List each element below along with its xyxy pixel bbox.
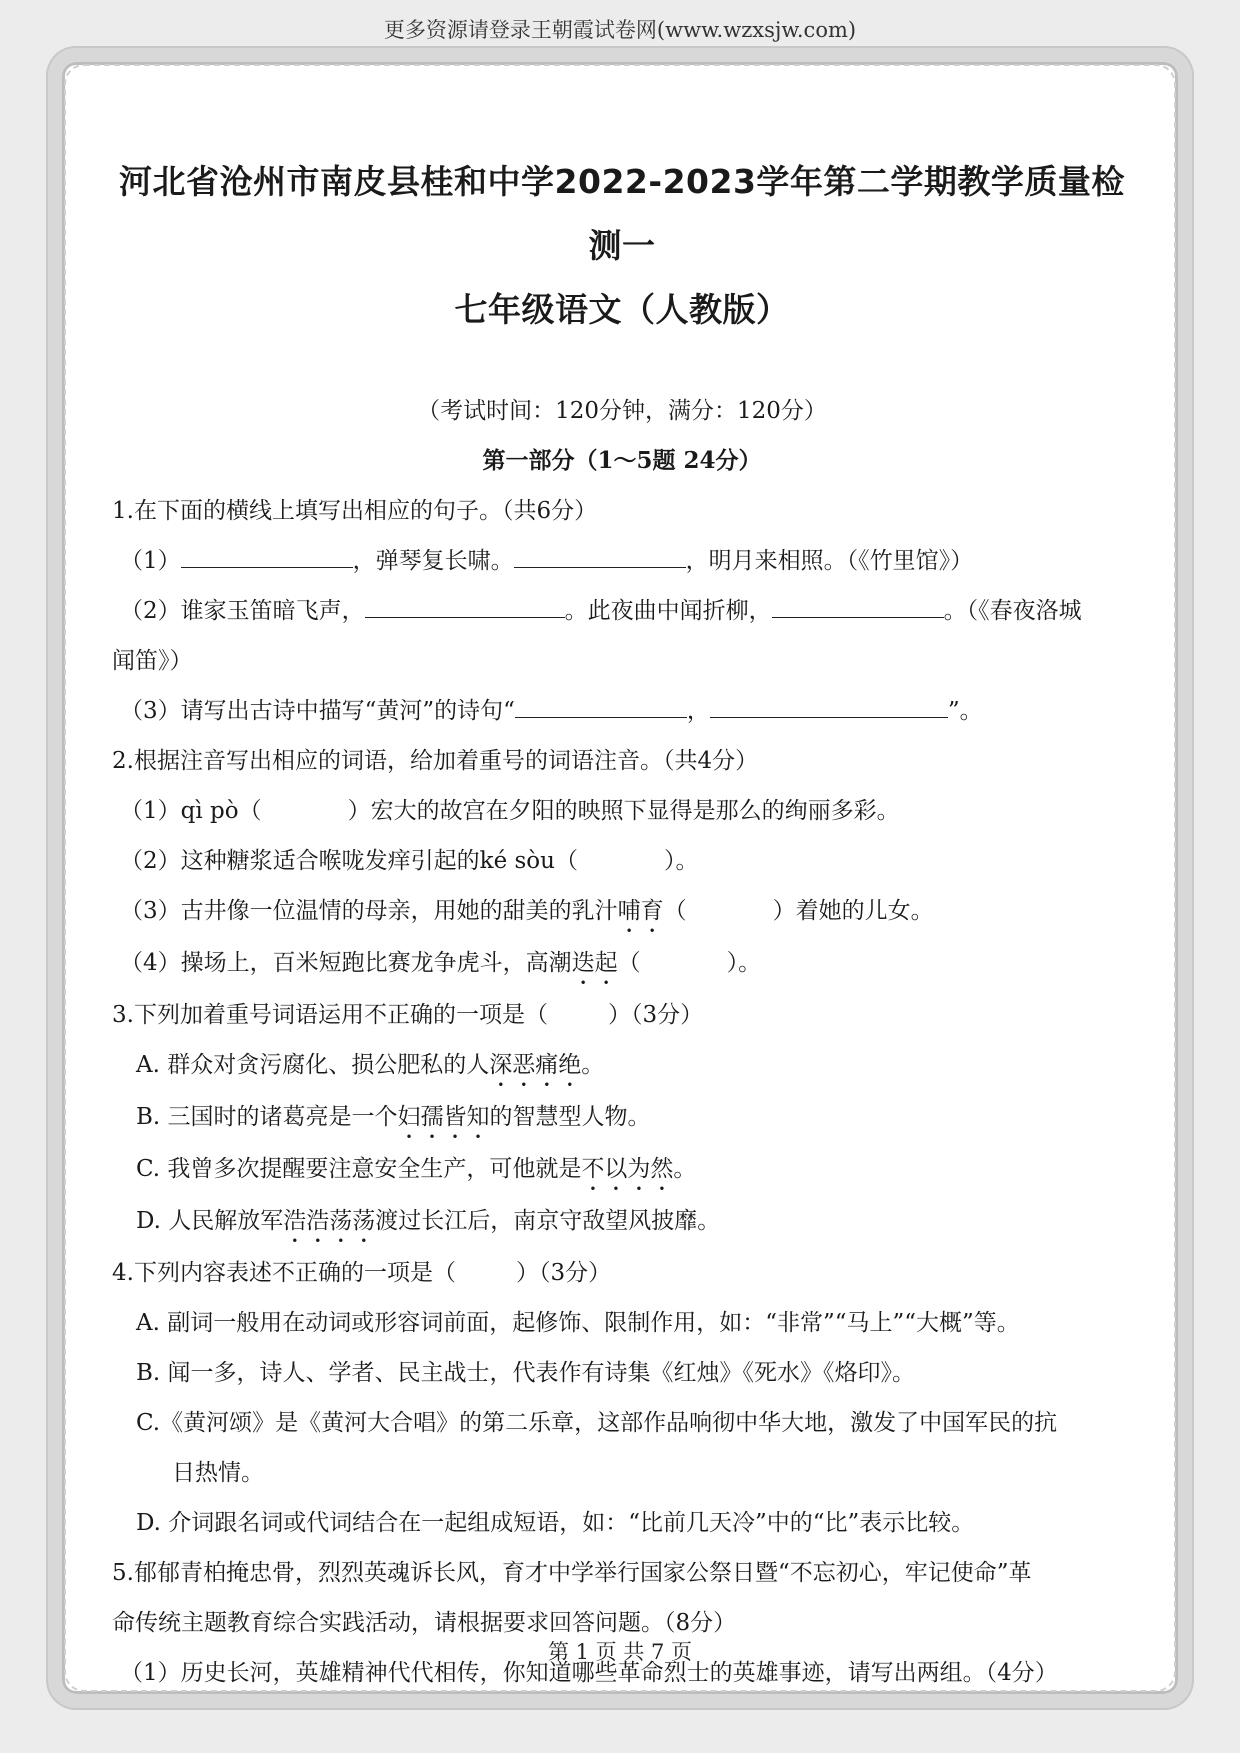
q1-item-2-source: 。（《春夜洛城 (943, 598, 1082, 624)
q5-stem: 5.郁郁青柏掩忠骨，烈烈英魂诉长风，育才中学举行国家公祭日暨“不忘初心，牢记使命”革 (112, 1560, 1032, 1586)
emphasized-word: 迭起 (571, 950, 618, 976)
option-text: A. 群众对贪污腐化、损公肥私的人 (136, 1052, 490, 1078)
q2-item-4 (112, 938, 1132, 990)
option-text-end: 渡过长江后，南京守敌望风披靡。 (375, 1208, 721, 1234)
answer-blank[interactable] (365, 591, 565, 618)
answer-blank[interactable] (710, 691, 948, 718)
answer-blank[interactable] (514, 541, 686, 568)
exam-info: （考试时间：120分钟，满分：120分） (417, 398, 827, 424)
q2-item-1-pinyin: （1）qì pò（ (120, 798, 262, 824)
q1-item-1-source: ，明月来相照。（《竹里馆》） (685, 548, 974, 574)
q2-item-4-end: ）。 (726, 950, 762, 976)
q2-item-3-text: （3）古井像一位温情的母亲，用她的甜美的乳汁 (120, 898, 618, 924)
q1-stem: 1.在下面的横线上填写出相应的句子。（共6分） (112, 498, 598, 524)
exam-title: 河北省沧州市南皮县桂和中学2022-2023学年第二学期教学质量检测一 (119, 162, 1125, 265)
answer-blank[interactable] (181, 541, 353, 568)
q5-stem-cont: 命传统主题教育综合实践活动，请根据要求回答问题。（8分） (112, 1610, 737, 1636)
q1-item-3-end: ”。 (947, 698, 983, 724)
q2-item-4-paren-open: （ (617, 950, 641, 976)
option-text-end: 。 (673, 1156, 697, 1182)
option-text-end: 的智慧型人物。 (489, 1104, 651, 1130)
emphasized-word: 妇孺皆知 (397, 1104, 490, 1130)
q4-option-a[interactable]: A. 副词一般用在动词或形容词前面，起修饰、限制作用，如：“非常”“马上”“大概”等。 (136, 1310, 1020, 1336)
q2-item-3-paren-open: （ (663, 898, 687, 924)
page-footer: 第 1 页 共 7 页 (547, 1640, 693, 1664)
q2-item-2-text: （2）这种糖浆适合喉咙发痒引起的ké sòu（ (120, 848, 578, 874)
q1-item-2 (112, 586, 1132, 636)
q2-item-3 (112, 886, 1132, 938)
exam-content (112, 150, 1132, 1698)
header-source-note: 更多资源请登录王朝霞试卷网(www.wzxsjw.com) (383, 18, 857, 42)
q1-item-2-text: （2）谁家玉笛暗飞声， (120, 598, 365, 624)
q1-item-1-label: （1） (120, 548, 181, 574)
q1-item-2-text-2: 。此夜曲中闻折柳， (564, 598, 772, 624)
emphasized-word: 浩浩荡荡 (283, 1208, 376, 1234)
option-text: B. 三国时的诸葛亮是一个 (136, 1104, 398, 1130)
q1-item-3 (112, 686, 1132, 736)
q4-option-c[interactable]: C.《黄河颂》是《黄河大合唱》的第二乐章，这部作品响彻中华大地，激发了中国军民的抗 (136, 1410, 1058, 1436)
q2-item-3-end: ）着她的儿女。 (772, 898, 934, 924)
option-text-end: 。 (581, 1052, 605, 1078)
q3-option-a[interactable] (112, 1040, 1132, 1092)
exam-subtitle: 七年级语文（人教版） (454, 290, 790, 329)
q1-item-1 (112, 536, 1132, 586)
option-text: C. 我曾多次提醒要注意安全生产，可他就是 (136, 1156, 582, 1182)
emphasized-word: 不以为然 (581, 1156, 674, 1182)
q4-stem-score: ）（3分） (515, 1260, 612, 1286)
answer-blank[interactable] (515, 691, 687, 718)
q4-stem-text: 4.下列内容表述不正确的一项是（ (112, 1260, 456, 1286)
emphasized-word: 深恶痛绝 (489, 1052, 582, 1078)
q1-item-1-text: ，弹琴复长啸。 (352, 548, 514, 574)
q3-stem (112, 990, 1132, 1040)
q3-option-d[interactable] (112, 1196, 1132, 1248)
q3-option-b[interactable] (112, 1092, 1132, 1144)
section-head: 第一部分（1～5题 24分） (482, 447, 762, 474)
answer-blank[interactable] (772, 591, 944, 618)
q2-item-1-text: ）宏大的故宫在夕阳的映照下显得是那么的绚丽多彩。 (347, 798, 900, 824)
q1-item-3-text: （3）请写出古诗中描写“黄河”的诗句“ (120, 698, 515, 724)
q2-item-2-end: ）。 (663, 848, 699, 874)
q2-item-1 (112, 786, 1132, 836)
q4-option-b[interactable]: B. 闻一多，诗人、学者、民主战士，代表作有诗集《红烛》《死水》《烙印》。 (136, 1360, 916, 1386)
q2-item-4-text: （4）操场上，百米短跑比赛龙争虎斗，高潮 (120, 950, 572, 976)
option-text: D. 人民解放军 (136, 1208, 284, 1234)
q4-option-d[interactable]: D. 介词跟名词或代词结合在一起组成短语，如：“比前几天冷”中的“比”表示比较。 (136, 1510, 975, 1536)
q5-item-1: （1）历史长河，英雄精神代代相传，你知道哪些革命烈士的英雄事迹，请写出两组。（4分） (120, 1660, 1058, 1686)
emphasized-word: 哺育 (617, 898, 664, 924)
q3-option-c[interactable] (112, 1144, 1132, 1196)
q2-stem: 2.根据注音写出相应的词语，给加着重号的词语注音。（共4分） (112, 748, 759, 774)
q2-item-2 (112, 836, 1132, 886)
q4-stem (112, 1248, 1132, 1298)
q3-stem-text: 3.下列加着重号词语运用不正确的一项是（ (112, 1002, 548, 1028)
q4-option-c-cont: 日热情。 (172, 1460, 264, 1486)
q1-item-3-comma: ， (686, 698, 710, 724)
q3-stem-score: ）（3分） (607, 1002, 704, 1028)
q1-item-2-cont: 闻笛》） (112, 648, 193, 674)
